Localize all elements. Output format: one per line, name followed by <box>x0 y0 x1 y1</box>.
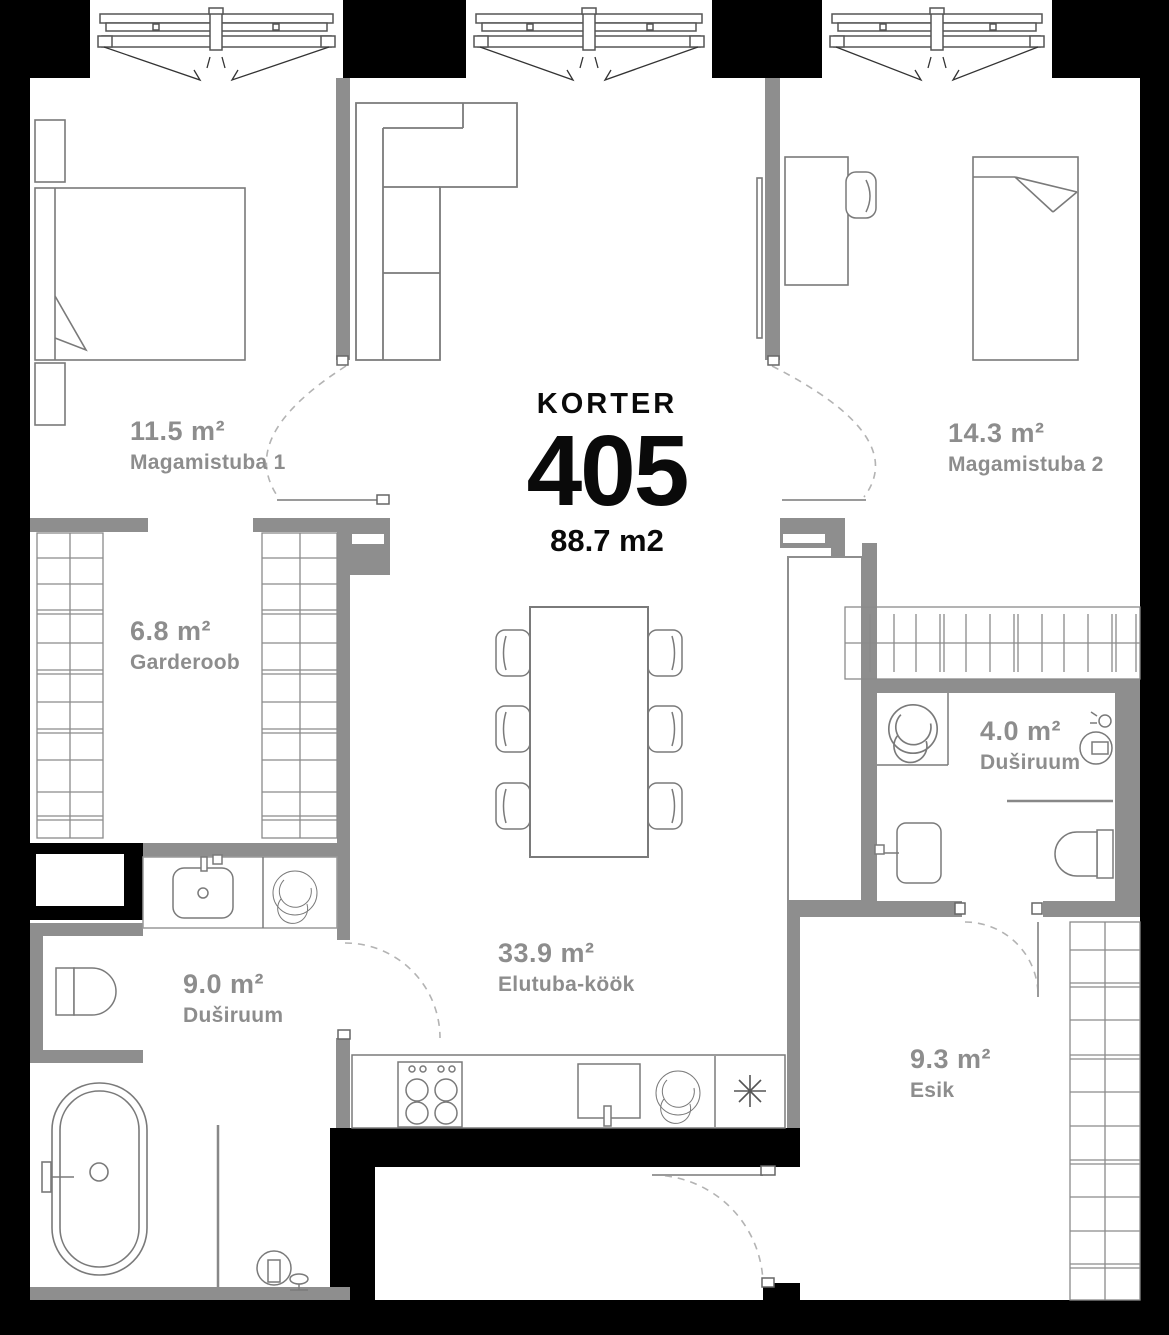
room-label-magamistuba-2 <box>948 420 1104 475</box>
room-label-dusiruum-large <box>183 971 283 1026</box>
room-area: 6.8 m² <box>130 616 212 646</box>
chair-icon <box>846 172 876 218</box>
room-label-magamistuba-1 <box>130 418 286 473</box>
room-name: Magamistuba 2 <box>948 453 1104 476</box>
unit-total-area: 88.7 m2 <box>550 523 664 558</box>
room-area: 9.3 m² <box>910 1044 992 1074</box>
sink-icon <box>143 855 337 928</box>
room-label-dusiruum-small <box>980 718 1080 773</box>
cabinet-icon <box>788 557 862 901</box>
room-name: Duširuum <box>183 1004 284 1027</box>
bed-icon <box>973 157 1078 360</box>
unit-title <box>457 388 757 559</box>
shaft <box>36 854 124 906</box>
unit-title-label: KORTER <box>536 388 678 420</box>
kitchen-sink-icon <box>578 1064 640 1126</box>
toilet-icon <box>56 968 116 1015</box>
wall-niche <box>783 534 825 543</box>
room-name: Elutuba-köök <box>498 973 635 996</box>
room-label-elutuba-kook <box>498 940 635 995</box>
wall-niche <box>352 534 384 544</box>
room-name: Duširuum <box>980 751 1081 774</box>
room-name: Esik <box>910 1079 955 1102</box>
room-label-garderoob <box>130 618 240 673</box>
room-area: 14.3 m² <box>948 418 1045 448</box>
room-name: Garderoob <box>130 651 241 674</box>
room-area: 11.5 m² <box>130 416 226 446</box>
room-name: Magamistuba 1 <box>130 451 286 474</box>
room-area: 4.0 m² <box>980 716 1062 746</box>
room-area: 9.0 m² <box>183 969 265 999</box>
dining-table-icon <box>496 607 682 857</box>
toilet-icon <box>1055 830 1113 878</box>
room-label-esik <box>910 1046 991 1101</box>
unit-number: 405 <box>526 415 688 527</box>
stove-icon <box>398 1062 462 1127</box>
bathtub-icon <box>42 1083 147 1275</box>
room-area: 33.9 m² <box>498 938 595 968</box>
